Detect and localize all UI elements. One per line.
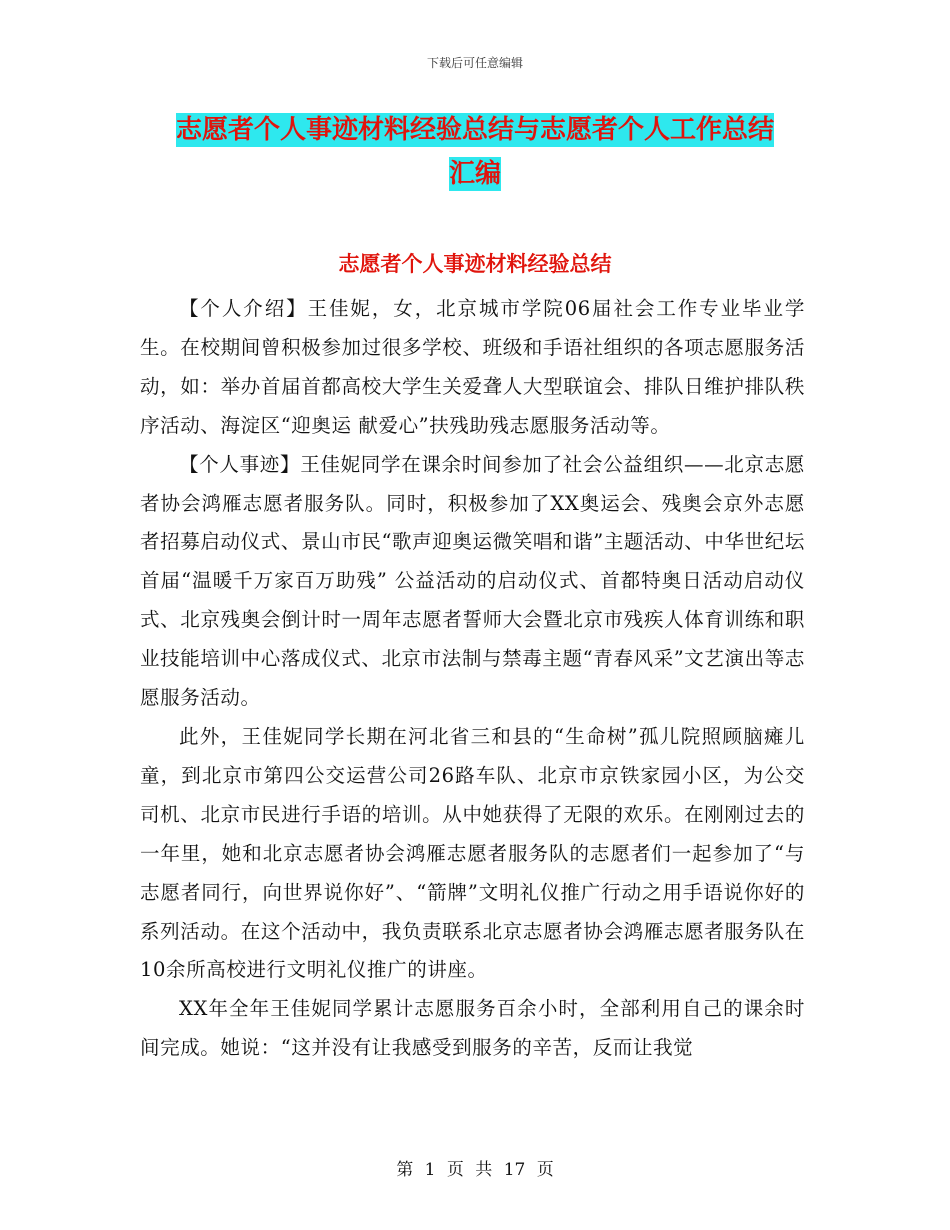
section-title: 志愿者个人事迹材料经验总结 bbox=[338, 252, 612, 276]
document-body bbox=[140, 290, 805, 1068]
paragraph-introduction: 【个人介绍】王佳妮，女，北京城市学院06届社会工作专业毕业学生。在校期间曾积极参加过很多学校、班级和手语社组织的各项志愿服务活动，如：举办首届首都高校大学生关爱聋人大型联谊会、排队日维护排队秩序活动、海淀区“迎奥运 献爱心”扶残助残志愿服务活动等。 bbox=[140, 297, 805, 437]
document-title-line-1: 志愿者个人事迹材料经验总结与志愿者个人工作总结 bbox=[175, 115, 774, 145]
paragraph-annual-summary: XX年全年王佳妮同学累计志愿服务百余小时，全部利用自己的课余时间完成。她说：“这并没有让我感受到服务的辛苦，反而让我觉 bbox=[140, 997, 805, 1060]
document-title bbox=[140, 108, 810, 196]
paragraph-additional: 此外，王佳妮同学长期在河北省三和县的“生命树”孤儿院照顾脑瘫儿童，到北京市第四公交运营公司26路车队、北京市京铁家园小区，为公交司机、北京市民进行手语的培训。从中她获得了无限的欢乐。在刚刚过去的一年里，她和北京志愿者协会鸿雁志愿者服务队的志愿者们一起参加了“与志愿者同行，向世界说你好”、“箭牌”文明礼仪推广行动之用手语说你好的系列活动。在这个活动中，我负责联系北京志愿者协会鸿雁志愿者服务队在10余所高校进行文明礼仪推广的讲座。 bbox=[140, 724, 805, 982]
header-note: 下载后可任意编辑 bbox=[426, 56, 523, 70]
paragraph-deeds: 【个人事迹】王佳妮同学在课余时间参加了社会公益组织——北京志愿者协会鸿雁志愿者服务队。同时，积极参加了XX奥运会、残奥会京外志愿者招募启动仪式、景山市民“歌声迎奥运微笑唱和谐”主题活动、中华世纪坛首届“温暖千万家百万助残” 公益活动的启动仪式、首都特奥日活动启动仪式、北京残奥会倒计时一周年志愿者誓师大会暨北京市残疾人体育训练和职业技能培训中心落成仪式、北京市法制与禁毒主题“青春风采”文艺演出等志愿服务活动。 bbox=[140, 452, 805, 710]
page-number-footer: 第 1 页 共 17 页 bbox=[396, 1160, 554, 1180]
document-title-line-2: 汇编 bbox=[448, 159, 501, 189]
